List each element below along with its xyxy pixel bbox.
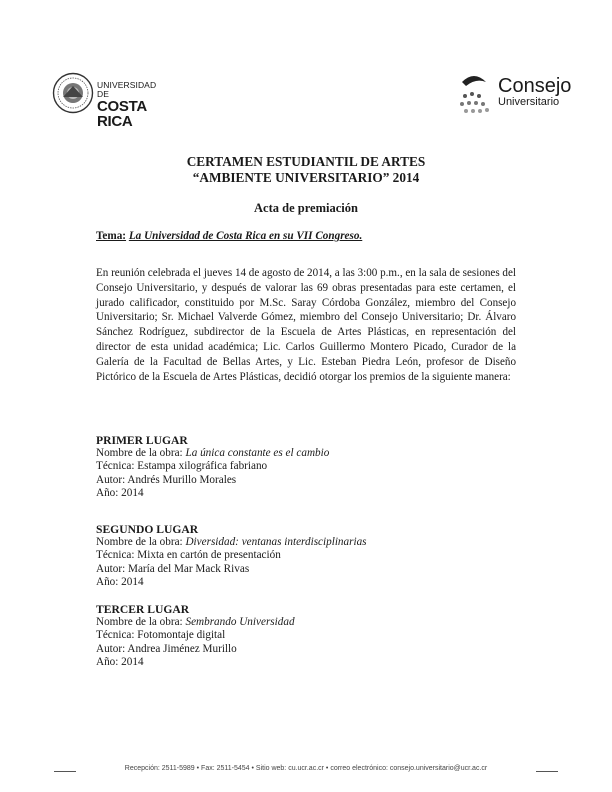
award-technique: Técnica: Fotomontaje digital <box>96 629 226 642</box>
award-work <box>96 447 329 460</box>
ucr-seal-icon <box>52 72 94 114</box>
award-third-place <box>96 603 295 669</box>
award-work-name: La única constante es el cambio <box>185 447 330 460</box>
award-author: Autor: Andrea Jiménez Murillo <box>96 642 237 655</box>
award-year: Año: 2014 <box>96 486 144 499</box>
award-work-label: Nombre de la obra: <box>96 616 186 629</box>
document-title-line1: CERTAMEN ESTUDIANTIL DE ARTES <box>186 154 426 169</box>
award-author: Autor: Andrés Murillo Morales <box>96 473 237 486</box>
award-place: TERCER LUGAR <box>96 603 190 616</box>
award-work-label: Nombre de la obra: <box>96 447 186 460</box>
award-year: Año: 2014 <box>96 655 144 668</box>
award-work-label: Nombre de la obra: <box>96 536 186 549</box>
tema-line <box>96 230 362 242</box>
award-year: Año: 2014 <box>96 575 144 588</box>
cu-logo-line1: Consejo <box>498 75 572 97</box>
award-place: SEGUNDO LUGAR <box>96 523 199 536</box>
document-subtitle: Acta de premiación <box>254 201 358 215</box>
tema-value: La Universidad de Costa Rica en su VII Congreso. <box>128 230 363 242</box>
cu-logo-line2: Universitario <box>498 96 560 108</box>
award-work-name: Sembrando Universidad <box>185 616 295 629</box>
award-place: PRIMER LUGAR <box>96 434 188 447</box>
consejo-mark-icon <box>452 72 496 116</box>
award-work-name: Diversidad: ventanas interdisciplinarias <box>185 536 367 549</box>
document-title-line2: “AMBIENTE UNIVERSITARIO” 2014 <box>192 170 420 185</box>
ucr-logo-line2: COSTA RICA <box>97 98 147 130</box>
body-paragraph: En reunión celebrada el jueves 14 de agosto de 2014, a las 3:00 p.m., en la sala de sesiones del Consejo Universitario, y después de valorar las 69 obras presentadas para este certamen, el jurado calificador, constituido por M.Sc. Saray Córdoba González, miembro del Consejo Universitario; Sr. Michael Valverde Gómez, miembro del Consejo Universitario; Dr. Álvaro Sánchez Rodríguez, subdirector de la Escuela de Artes Plásticas, en representación del director de esta unidad académica; Lic. Carlos Guillermo Montero Picado, Curador de la Galería de la Facultad de Bellas Artes, y Lic. Esteban Piedra León, profesor de Diseño Pictórico de la Escuela de Artes Plásticas, decidió otorgar los premios de la siguiente manera: <box>96 267 516 383</box>
ucr-logo <box>52 72 162 130</box>
footer-contact: Recepción: 2511-5989 • Fax: 2511-5454 • Sitio web: cu.ucr.ac.cr • correo electrónico: consejo.universitario@ucr.ac.cr <box>124 765 488 772</box>
award-work <box>96 616 295 629</box>
award-second-place <box>96 523 367 589</box>
award-technique: Técnica: Estampa xilográfica fabriano <box>96 460 268 473</box>
award-author: Autor: María del Mar Mack Rivas <box>96 562 250 575</box>
award-first-place <box>96 434 329 500</box>
award-work <box>96 536 367 549</box>
award-technique: Técnica: Mixta en cartón de presentación <box>96 549 281 562</box>
tema-label: Tema: <box>96 230 127 242</box>
ucr-logo-line1: UNIVERSIDAD DE <box>97 80 157 99</box>
consejo-universitario-logo <box>452 72 572 116</box>
